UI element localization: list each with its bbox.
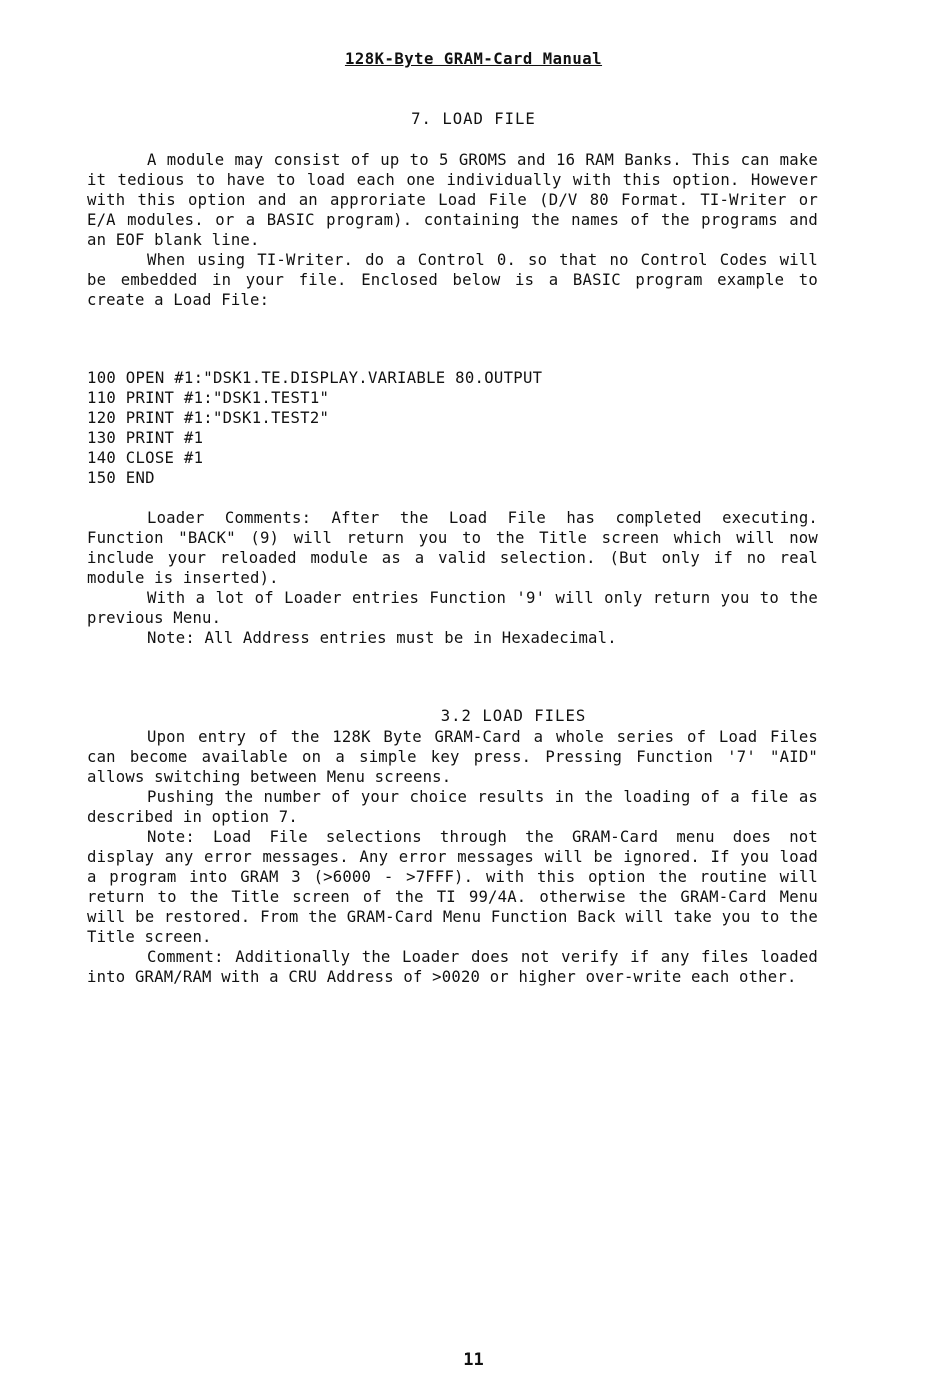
paragraph: Comment: Additionally the Loader does not verify if any files loaded into GRAM/RAM with a CRU Address of >0020 or higher over-write each other. (87, 948, 818, 986)
code-line: 110 PRINT #1:"DSK1.TEST1" (87, 389, 330, 407)
basic-code-listing (87, 368, 818, 488)
code-line: 140 CLOSE #1 (87, 449, 204, 467)
loader-comments-body (87, 508, 818, 648)
section-load-file-body (87, 150, 818, 310)
document-title: 128K-Byte GRAM-Card Manual (344, 50, 603, 68)
paragraph: Upon entry of the 128K Byte GRAM-Card a whole series of Load Files can become available on a simple key press. Pressing Function '7' "AID" allows switching between Menu screens. (87, 728, 818, 786)
paragraph: With a lot of Loader entries Function '9' will only return you to the previous Menu. (87, 589, 818, 627)
paragraph: Note: Load File selections through the GRAM-Card menu does not display any error messages. Any error messages will be ignored. If you load a program into GRAM 3 (>6000 - >7FFF). with this option the routine will return to the Title screen of the TI 99/4A. otherwise the GRAM-Card Menu will be restored. From the GRAM-Card Menu Function Back will take you to the Title screen. (87, 828, 818, 946)
code-line: 130 PRINT #1 (87, 429, 204, 447)
code-line: 100 OPEN #1:"DSK1.TE.DISPLAY.VARIABLE 80.OUTPUT (87, 369, 543, 387)
section-heading-load-file: 7. LOAD FILE (411, 110, 536, 128)
paragraph: Pushing the number of your choice results in the loading of a file as described in option 7. (87, 788, 818, 826)
paragraph: A module may consist of up to 5 GROMS and 16 RAM Banks. This can make it tedious to have to load each one individually with this option. However with this option and an approriate Load File (D/V 80 Format. TI-Writer or E/A modules. or a BASIC program). containing the names of the programs and an EOF blank line. (87, 151, 818, 249)
page-number: 11 (463, 1350, 484, 1370)
paragraph: Loader Comments: After the Load File has completed executing. Function "BACK" (9) will return you to the Title screen which will now include your reloaded module as a valid selection. (But only if no real module is inserted). (87, 509, 818, 587)
section-heading-load-files: 3.2 LOAD FILES (440, 707, 587, 725)
paragraph: When using TI-Writer. do a Control 0. so that no Control Codes will be embedded in your file. Enclosed below is a BASIC program example to create a Load File: (87, 251, 818, 309)
code-line: 150 END (87, 469, 155, 487)
section-load-files-body (87, 727, 818, 987)
paragraph: Note: All Address entries must be in Hexadecimal. (147, 629, 617, 647)
code-line: 120 PRINT #1:"DSK1.TEST2" (87, 409, 330, 427)
